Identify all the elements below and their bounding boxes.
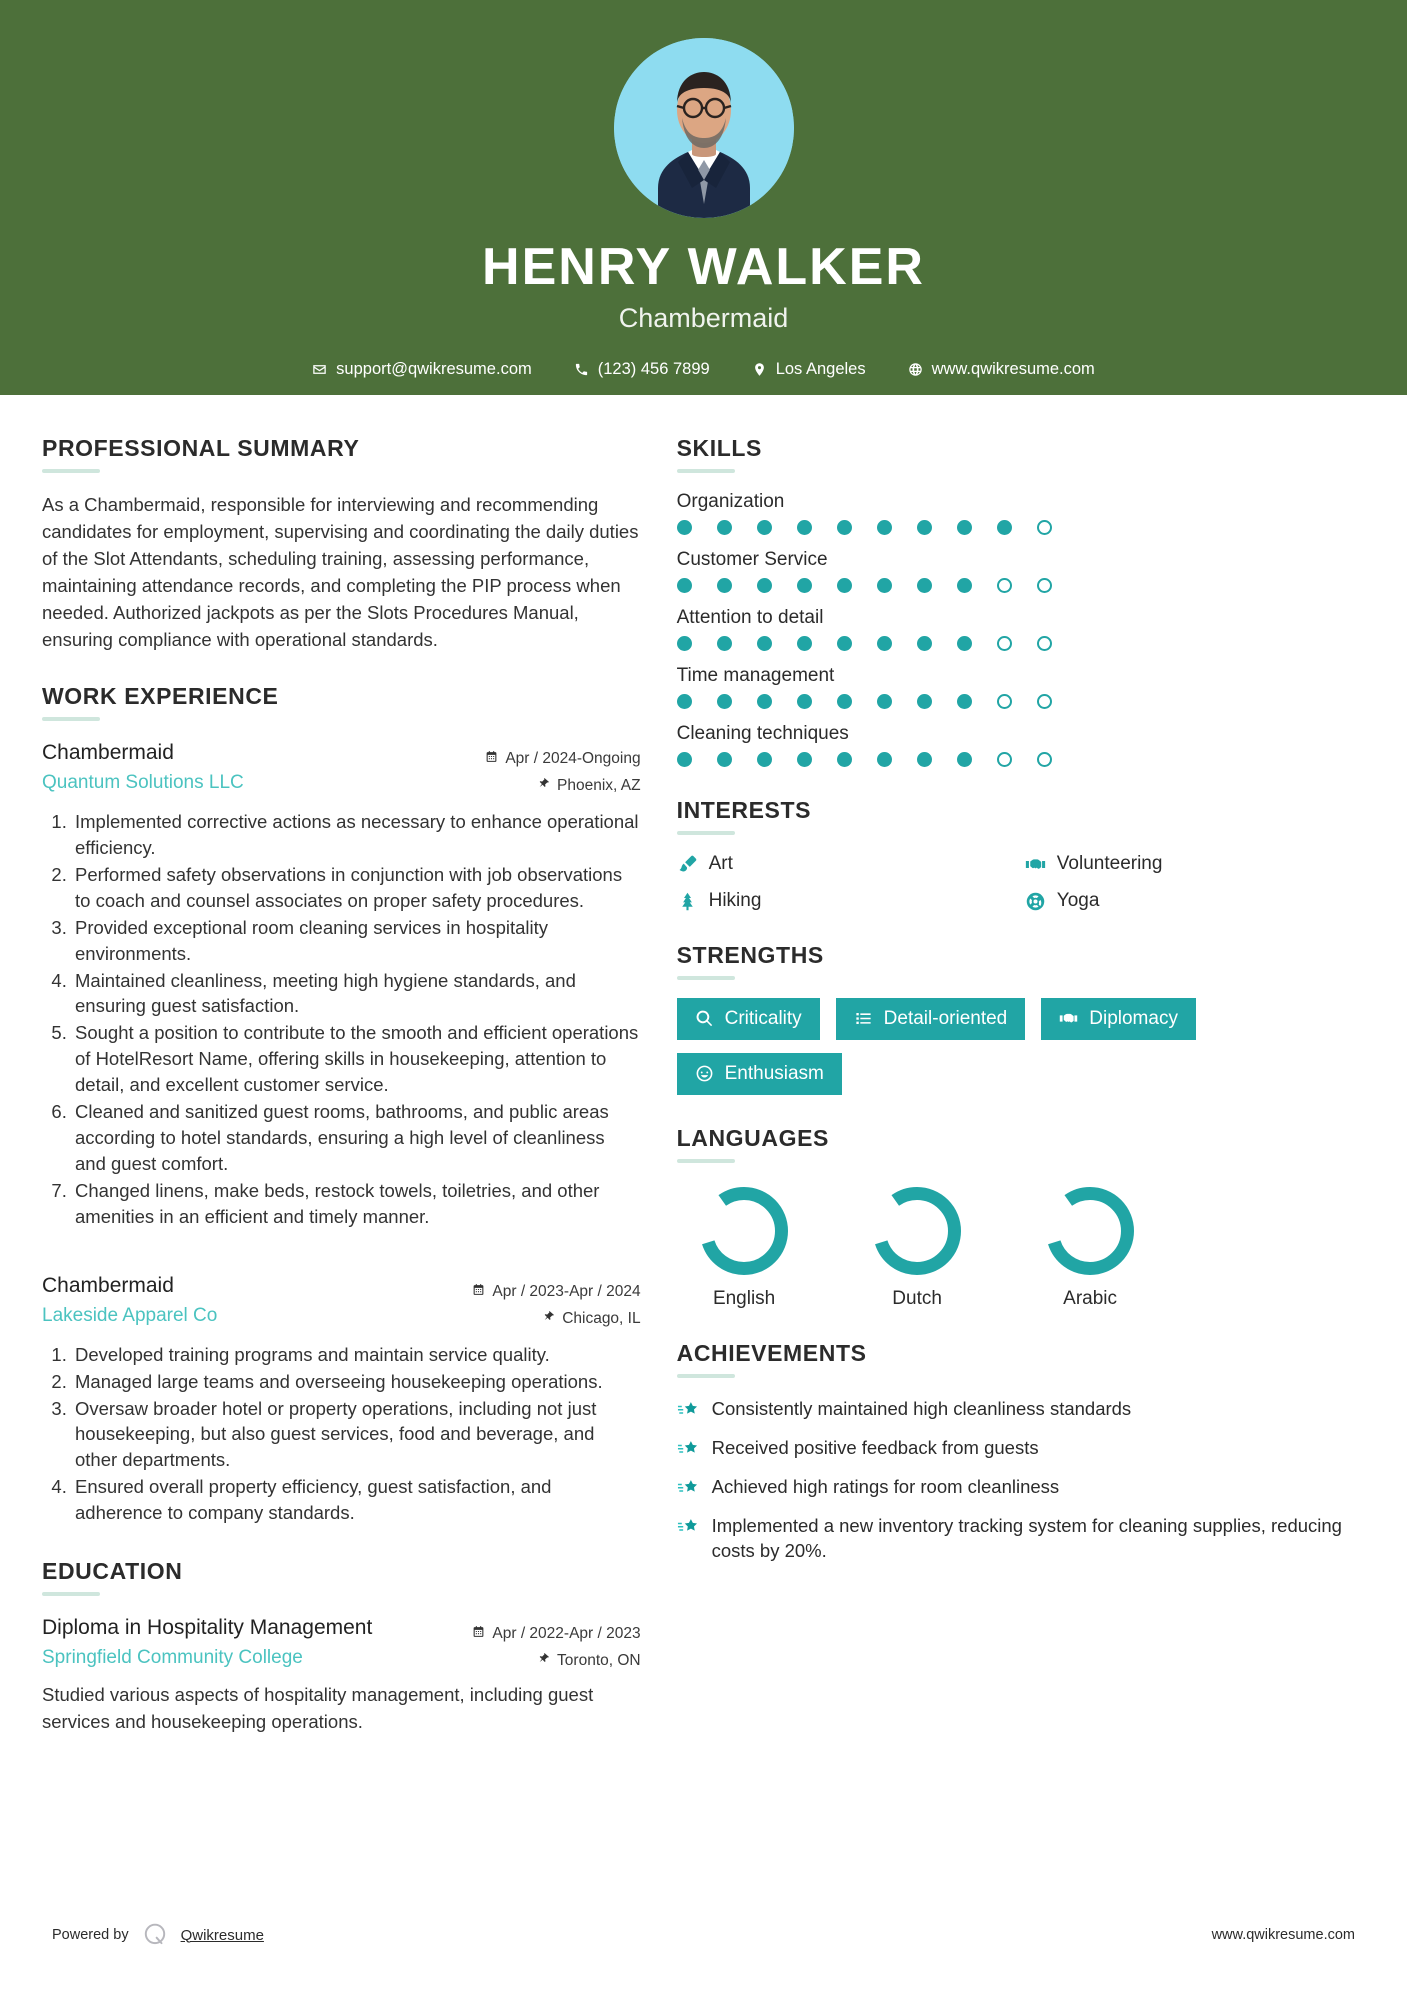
skill-dot-empty (997, 578, 1012, 593)
skill-name: Organization (676, 491, 785, 512)
skill-dot-empty (997, 636, 1012, 651)
work-entry-meta (485, 739, 640, 799)
work-bullet: 3. Oversaw broader hotel or property operations, including not just housekeeping, but also guest services, food and beverage, and other departments. (72, 1396, 641, 1474)
language-donut-chart (677, 1187, 812, 1275)
tree-icon (677, 891, 698, 912)
work-entry-head (42, 739, 641, 799)
strength-label: Criticality (724, 1008, 802, 1029)
work-location-text: Phoenix, AZ (557, 777, 641, 795)
language-item (850, 1187, 985, 1310)
education-degree: Diploma in Hospitality Management (42, 1615, 373, 1639)
skill-dot-filled (797, 752, 812, 767)
work-bullet: 1. Implemented corrective actions as necessary to enhance operational efficiency. (72, 809, 641, 861)
skill-dot-filled (877, 578, 892, 593)
skill-dot-empty (1037, 694, 1052, 709)
contact-row (312, 360, 1095, 379)
skill-dot-filled (797, 694, 812, 709)
skill-dot-filled (717, 636, 732, 651)
work-bullet: 4. Maintained cleanliness, meeting high hygiene standards, and ensuring guest satisfaction. (72, 968, 641, 1020)
calendar-icon (485, 745, 498, 772)
work-location-text: Chicago, IL (562, 1309, 641, 1327)
strengths-list (677, 998, 1365, 1095)
work-bullet: 6. Cleaned and sanitized guest rooms, bathrooms, and public areas according to hotel standards, ensuring a high level of cleanliness and guest comfort. (72, 1099, 641, 1177)
work-entry-left (42, 1272, 217, 1331)
skill-item (677, 723, 1365, 767)
work-entry (42, 1272, 641, 1526)
skill-dot-filled (837, 752, 852, 767)
strength-chip-diplomacy (1041, 998, 1196, 1040)
skill-dot-filled (677, 520, 692, 535)
skill-dot-empty (1037, 636, 1052, 651)
skill-dot-empty (997, 694, 1012, 709)
skill-dot-empty (997, 752, 1012, 767)
work-location (485, 772, 640, 799)
contact-location (752, 360, 866, 379)
qwikresume-brand-link[interactable]: Qwikresume (180, 1926, 264, 1944)
star-shooting-icon (677, 1513, 700, 1539)
skill-dot-empty (1037, 752, 1052, 767)
calendar-icon (472, 1278, 485, 1305)
footer-url[interactable]: www.qwikresume.com (1211, 1927, 1355, 1943)
star-shooting-icon (677, 1474, 700, 1500)
section-education (42, 1558, 641, 1736)
skill-dot-filled (717, 578, 732, 593)
work-organization: Lakeside Apparel Co (42, 1304, 218, 1326)
section-achievements (677, 1340, 1365, 1564)
contact-website-text: www.qwikresume.com (931, 359, 1095, 378)
work-role: Chambermaid (42, 741, 174, 764)
section-title: STRENGTHS (676, 942, 824, 968)
phone-icon (574, 362, 589, 377)
interest-label: Art (708, 853, 733, 874)
skill-name: Time management (676, 665, 835, 686)
section-rule (677, 1374, 735, 1378)
pin-icon (537, 772, 550, 799)
pin-icon (542, 1305, 555, 1332)
education-location (472, 1647, 640, 1674)
skill-dot-filled (917, 578, 932, 593)
skill-dot-filled (917, 694, 932, 709)
strength-chip-enthusiasm (677, 1053, 842, 1095)
achievement-item (677, 1513, 1365, 1564)
skill-dot-filled (837, 694, 852, 709)
contact-location-text: Los Angeles (775, 359, 866, 378)
education-description: Studied various aspects of hospitality management, including guest services and housekeeping operations. (42, 1684, 594, 1732)
skill-dot-filled (997, 520, 1012, 535)
skill-dot-filled (797, 520, 812, 535)
education-school: Springfield Community College (42, 1647, 303, 1669)
contact-phone[interactable] (574, 360, 710, 379)
skill-dot-empty (1037, 578, 1052, 593)
skill-dot-filled (677, 636, 692, 651)
skill-dot-filled (957, 520, 972, 535)
interest-label: Yoga (1056, 890, 1100, 911)
skill-level-dots (677, 694, 1365, 709)
powered-by (52, 1922, 264, 1948)
skill-dot-filled (837, 578, 852, 593)
section-rule (42, 717, 100, 721)
interest-item (1025, 853, 1365, 875)
handshake-icon (1059, 1009, 1078, 1028)
job-title: Chambermaid (618, 302, 789, 333)
work-entry (42, 739, 641, 1230)
skill-dot-filled (757, 694, 772, 709)
work-bullet: 4. Ensured overall property efficiency, guest satisfaction, and adherence to company standards. (72, 1474, 641, 1526)
skill-level-dots (677, 752, 1365, 767)
skill-dot-filled (757, 636, 772, 651)
section-work-experience (42, 683, 641, 1526)
skill-item (677, 607, 1365, 651)
education-dates (472, 1620, 640, 1647)
list-icon (854, 1009, 873, 1028)
language-donut-chart (850, 1187, 985, 1275)
skill-dot-filled (957, 752, 972, 767)
strength-label: Enthusiasm (724, 1062, 824, 1084)
interest-item (677, 890, 1017, 912)
skill-name: Cleaning techniques (676, 723, 849, 744)
achievement-item (677, 1474, 1365, 1500)
resume-header (0, 0, 1407, 395)
skill-dot-filled (877, 636, 892, 651)
education-entry-head (42, 1614, 641, 1674)
work-organization: Quantum Solutions LLC (42, 772, 244, 794)
section-title: EDUCATION (42, 1557, 183, 1584)
envelope-icon (312, 362, 327, 377)
magnifier-icon (695, 1009, 714, 1028)
work-entry-meta (472, 1272, 640, 1332)
languages-list (677, 1181, 1365, 1310)
skill-dot-filled (877, 694, 892, 709)
section-interests (677, 797, 1365, 912)
section-title: SKILLS (676, 435, 762, 461)
section-title: ACHIEVEMENTS (676, 1339, 867, 1366)
section-rule (677, 976, 735, 980)
strength-chip-detail-oriented (836, 998, 1026, 1040)
full-name: HENRY WALKER (482, 238, 925, 296)
skill-dot-filled (877, 752, 892, 767)
skill-item (677, 491, 1365, 535)
interest-label: Hiking (708, 890, 762, 911)
achievement-item (677, 1396, 1365, 1422)
work-bullet: 5. Sought a position to contribute to the smooth and efficient operations of HotelResort Name, offering skills in housekeeping, attention to detail, and excellent customer service. (72, 1020, 641, 1098)
section-rule (42, 469, 100, 473)
skill-dot-filled (917, 520, 932, 535)
contact-email-text: support@qwikresume.com (336, 359, 532, 378)
work-bullet: 7. Changed linens, make beds, restock towels, toiletries, and other amenities in an efficient and timely manner. (72, 1178, 641, 1230)
work-entry-head (42, 1272, 641, 1332)
skill-dot-filled (757, 752, 772, 767)
work-dates-text: Apr / 2024-Ongoing (505, 750, 641, 767)
skill-dot-filled (917, 752, 932, 767)
left-column (42, 435, 641, 1765)
interest-item (1025, 890, 1365, 912)
work-bullet: 2. Managed large teams and overseeing housekeeping operations. (72, 1369, 641, 1395)
skill-item (677, 665, 1365, 709)
strength-chip-criticality (677, 998, 820, 1040)
skill-dot-filled (717, 752, 732, 767)
skill-name: Attention to detail (676, 607, 824, 628)
skill-dot-filled (837, 636, 852, 651)
skill-dot-filled (957, 636, 972, 651)
smiley-icon (695, 1064, 714, 1083)
strength-label: Detail-oriented (883, 1008, 1008, 1029)
section-title: WORK EXPERIENCE (42, 683, 279, 709)
map-pin-icon (752, 362, 767, 377)
achievement-text: Consistently maintained high cleanliness standards (711, 1397, 1132, 1419)
paint-brush-icon (677, 854, 698, 875)
globe-icon (908, 362, 923, 377)
language-donut-chart (1023, 1187, 1158, 1275)
skill-dot-filled (797, 578, 812, 593)
resume-footer (0, 1922, 1407, 1948)
skill-level-dots (677, 636, 1365, 651)
star-shooting-icon (677, 1396, 700, 1422)
education-dates-text: Apr / 2022-Apr / 2023 (492, 1624, 641, 1642)
education-entry-meta (472, 1614, 640, 1674)
section-rule (677, 469, 735, 473)
skill-item (677, 549, 1365, 593)
section-rule (42, 1592, 100, 1596)
skill-dot-filled (757, 520, 772, 535)
work-bullets (42, 809, 641, 1229)
section-rule (677, 1159, 735, 1163)
powered-by-label: Powered by (52, 1927, 129, 1943)
skill-dot-filled (877, 520, 892, 535)
skill-level-dots (677, 578, 1365, 593)
interests-grid (677, 853, 1365, 912)
work-bullet: 3. Provided exceptional room cleaning services in hospitality environments. (72, 915, 641, 967)
star-shooting-icon (677, 1435, 700, 1461)
language-item (1023, 1187, 1158, 1310)
avatar-photo (614, 38, 794, 218)
pin-icon (537, 1647, 550, 1674)
resume-body (0, 395, 1407, 1765)
section-title: PROFESSIONAL SUMMARY (42, 435, 360, 461)
achievement-text: Implemented a new inventory tracking system for cleaning supplies, reducing costs by 20%. (711, 1514, 1342, 1562)
skill-dot-filled (717, 694, 732, 709)
entry-spacer (42, 1238, 641, 1272)
work-location (472, 1305, 640, 1332)
language-item (677, 1187, 812, 1310)
skill-dot-filled (837, 520, 852, 535)
summary-text: As a Chambermaid, responsible for interviewing and recommending candidates for employment, supervising and coordinating the daily duties of the Slot Attendants, scheduling training, assessing performance, maintaining attendance records, and completing the PIP process when needed. Authorized jackpots as per the Slots Procedures Manual, ensuring compliance with operational standards. (42, 494, 639, 650)
handshake-icon (1025, 854, 1046, 875)
contact-website[interactable] (908, 360, 1095, 379)
achievement-text: Achieved high ratings for room cleanliness (711, 1475, 1060, 1497)
calendar-icon (472, 1620, 485, 1647)
skill-level-dots (677, 520, 1365, 535)
strength-label: Diplomacy (1089, 1008, 1178, 1029)
work-dates (485, 745, 640, 772)
skill-dot-empty (1037, 520, 1052, 535)
contact-email[interactable] (312, 360, 532, 379)
education-entry-left (42, 1614, 372, 1673)
work-dates-text: Apr / 2023-Apr / 2024 (492, 1282, 641, 1300)
right-column (677, 435, 1365, 1765)
language-name: English (712, 1287, 776, 1309)
skill-dot-filled (677, 578, 692, 593)
skill-name: Customer Service (676, 549, 828, 570)
skill-dot-filled (677, 752, 692, 767)
education-location-text: Toronto, ON (557, 1652, 641, 1670)
skill-dot-filled (957, 578, 972, 593)
education-entry (42, 1614, 641, 1736)
skill-dot-filled (677, 694, 692, 709)
section-skills (677, 435, 1365, 767)
skill-dot-filled (717, 520, 732, 535)
section-rule (677, 831, 735, 835)
skill-dot-filled (757, 578, 772, 593)
section-strengths (677, 942, 1365, 1095)
section-title: LANGUAGES (676, 1124, 829, 1151)
language-name: Dutch (892, 1287, 942, 1309)
work-bullet: 2. Performed safety observations in conjunction with job observations to coach and counsel associates on proper safety procedures. (72, 862, 641, 914)
skill-dot-filled (917, 636, 932, 651)
language-name: Arabic (1063, 1287, 1118, 1309)
section-title: INTERESTS (676, 797, 812, 823)
work-bullet: 1. Developed training programs and maintain service quality. (72, 1342, 641, 1368)
skill-dot-filled (797, 636, 812, 651)
achievement-text: Received positive feedback from guests (711, 1436, 1039, 1458)
work-bullets (42, 1342, 641, 1526)
qwikresume-logo-icon (142, 1922, 168, 1948)
achievement-item (677, 1435, 1365, 1461)
section-professional-summary (42, 435, 641, 653)
interest-item (677, 853, 1017, 875)
avatar (614, 38, 794, 218)
work-dates (472, 1278, 640, 1305)
interest-label: Volunteering (1056, 853, 1163, 874)
work-entry-left (42, 739, 244, 798)
skill-dot-filled (957, 694, 972, 709)
contact-phone-text: (123) 456 7899 (597, 359, 710, 378)
lifebuoy-icon (1025, 891, 1046, 912)
section-languages (677, 1125, 1365, 1310)
work-role: Chambermaid (42, 1273, 174, 1297)
